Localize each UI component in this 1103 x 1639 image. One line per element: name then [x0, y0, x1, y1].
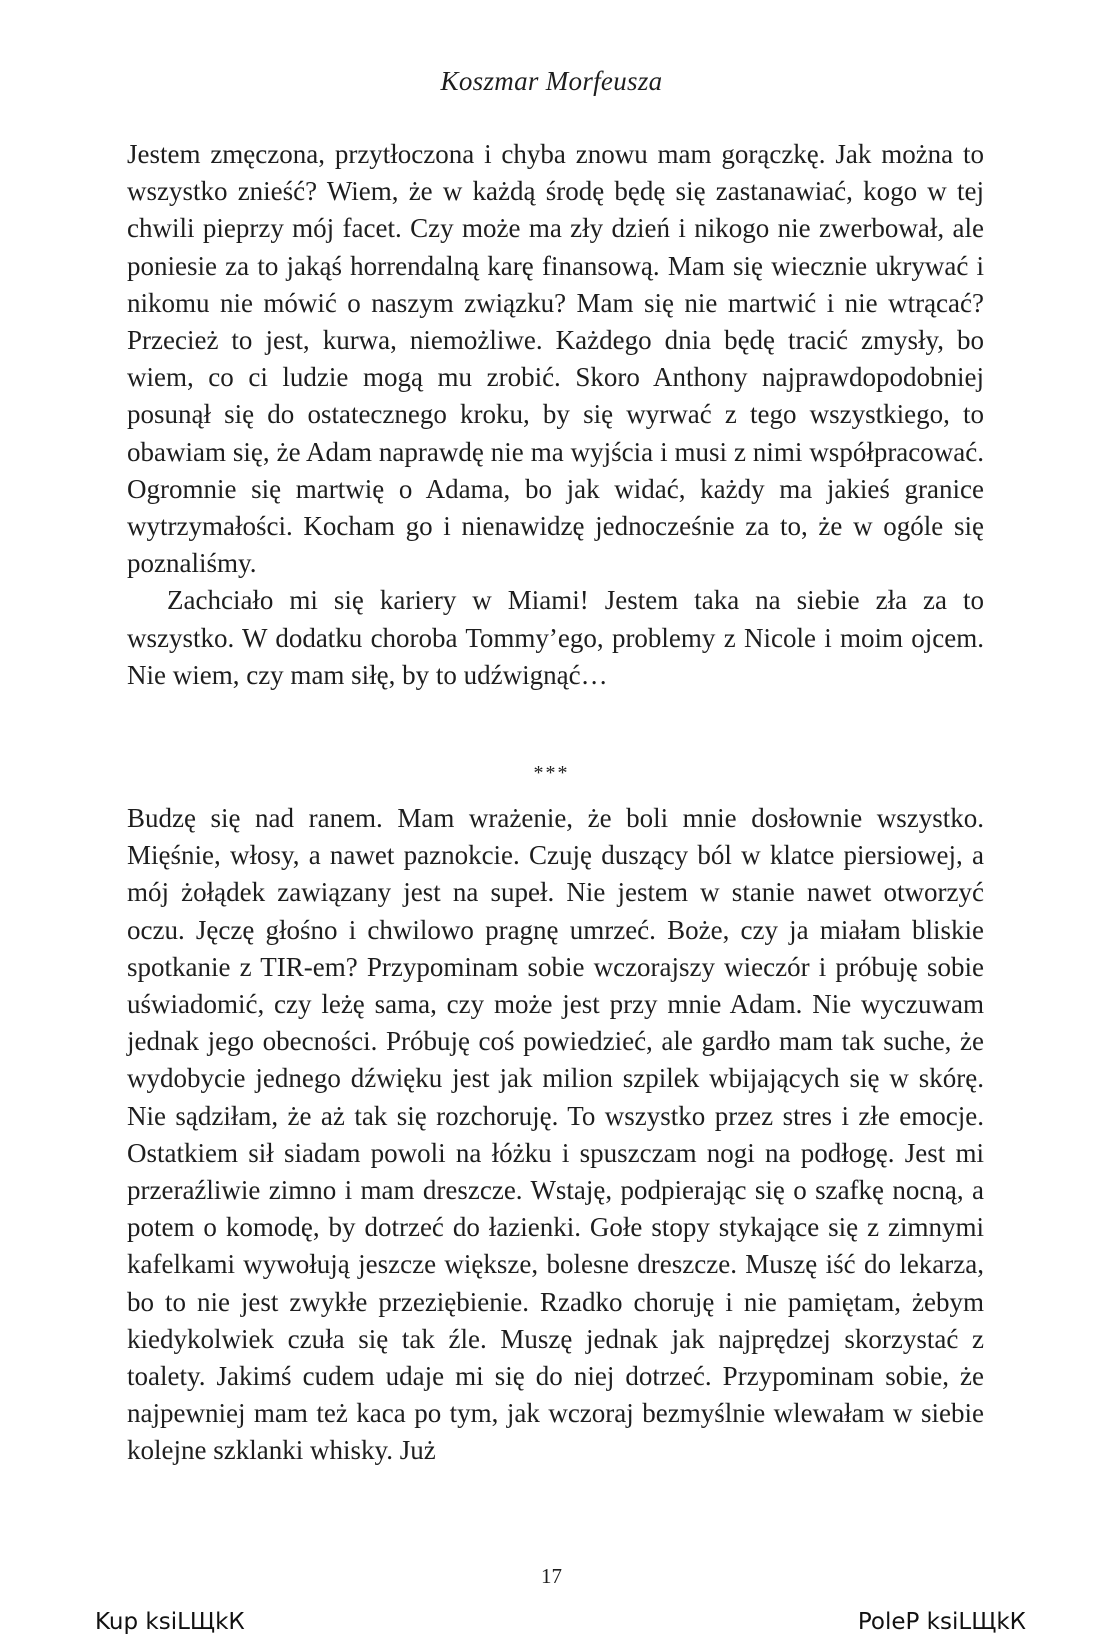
body-text-section-2 [127, 800, 984, 1470]
recommend-book-link[interactable]: PoleP ksiLЩkК [857, 1609, 1026, 1635]
scene-break-asterisks: *** [533, 762, 570, 784]
paragraph: Zachciało mi się kariery w Miami! Jestem taka na siebie zła za to wszystko. W dodatku choroba Tommy’ego, problemy z Nicole i moim ojcem. Nie wiem, czy mam siłę, by to udźwignąć… [127, 585, 984, 690]
page-number: 17 [541, 1564, 562, 1588]
running-header-title: Koszmar Morfeusza [440, 66, 663, 96]
paragraph: Jestem zmęczona, przytłoczona i chyba znowu mam gorączkę. Jak można to wszystko znieść? Wiem, że w każdą środę będę się zastanawiać, kogo w tej chwili pieprzy mój facet. Czy może ma zły dzień i nikogo nie zwerbował, ale poniesie za to jakąś horrendalną karę finansową. Mam się wiecznie ukrywać i nikomu nie mówić o naszym związku? Mam się nie martwić i nie wtrącać? Przecież to jest, kurwa, niemożliwe. Każdego dnia będę tracić zmysły, bo wiem, co ci ludzie mogą mu zrobić. Skoro Anthony najprawdopodobniej posunął się do ostatecznego kroku, by się wyrwać z tego wszystkiego, to obawiam się, że Adam naprawdę nie ma wyjścia i musi z nimi współpracować. Ogromnie się martwię o Adama, bo jak widać, każdy ma jakieś granice wytrzymałości. Kocham go i nienawidzę jednocześnie za to, że w ogóle się poznaliśmy. [127, 139, 984, 579]
body-text-section-1 [127, 136, 984, 694]
paragraph: Budzę się nad ranem. Mam wrażenie, że boli mnie dosłownie wszystko. Mięśnie, włosy, a nawet paznokcie. Czuję duszący ból w klatce piersiowej, a mój żołądek zawiązany jest na supeł. Nie jestem w stanie nawet otworzyć oczu. Jęczę głośno i chwilowo pragnę umrzeć. Boże, czy ja miałam bliskie spotkanie z TIR-em? Przypominam sobie wczorajszy wieczór i próbuję sobie uświadomić, czy leżę sama, czy może jest przy mnie Adam. Nie wyczuwam jednak jego obecności. Próbuję coś powiedzieć, ale gardło mam tak suche, że wydobycie jednego dźwięku jest jak milion szpilek wbijających się w skórę. Nie sądziłam, że aż tak się rozchoruję. To wszystko przez stres i złe emocje. Ostatkiem sił siadam powoli na łóżku i spuszczam nogi na podłogę. Jest mi przeraźliwie zimno i mam dreszcze. Wstaję, podpierając się o szafkę nocną, a potem o komodę, by dotrzeć do łazienki. Gołe stopy stykające się z zimnymi kafelkami wywołują jeszcze większe, bolesne dreszcze. Muszę iść do lekarza, bo to nie jest zwykłe przeziębienie. Rzadko choruję i nie pamiętam, żebym kiedykolwiek czuła się tak źle. Muszę jednak jak najprędzej skorzystać z toalety. Jakimś cudem udaje mi się do niej dotrzeć. Przypominam sobie, że najpewniej mam też kaca po tym, jak wczoraj bezmyślnie wlewałam w siebie kolejne szklanki whisky. Już [127, 803, 984, 1466]
buy-book-link[interactable]: Kup ksiLЩkК [95, 1609, 245, 1635]
